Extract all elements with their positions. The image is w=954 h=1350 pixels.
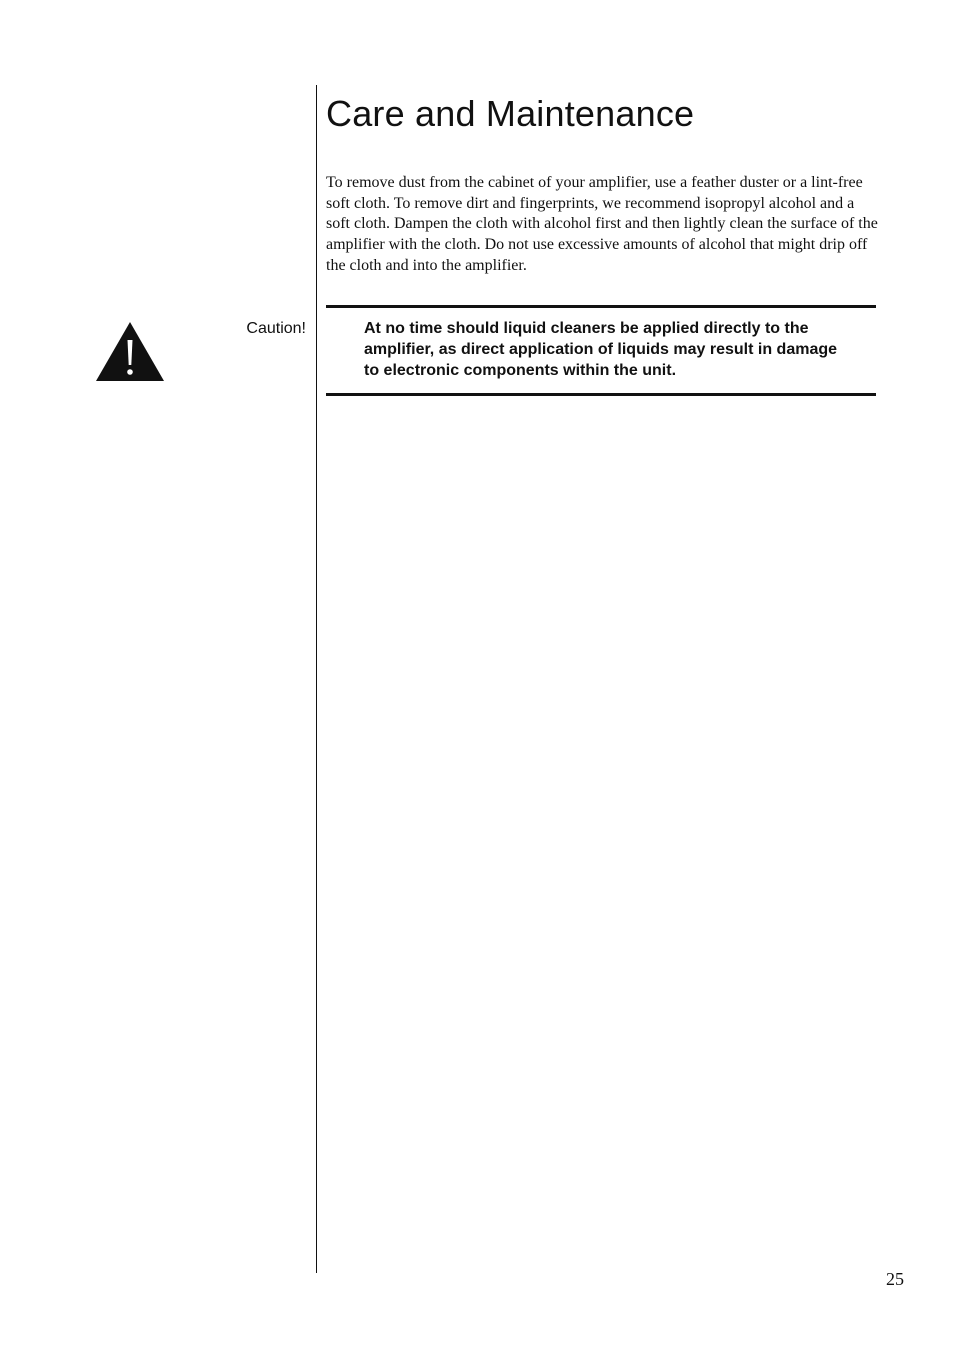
caution-top-rule	[326, 305, 876, 308]
page-title: Care and Maintenance	[326, 93, 695, 134]
caution-label: Caution!	[246, 320, 306, 337]
warning-triangle-icon	[95, 321, 165, 382]
caution-bottom-rule	[326, 393, 876, 396]
caution-text: At no time should liquid cleaners be applied directly to the amplifier, as direct application of liquids may result in damage to electronic components within the unit.	[364, 320, 838, 379]
care-instructions-paragraph: To remove dust from the cabinet of your amplifier, use a feather duster or a lint-free soft cloth. To remove dirt and fingerprints, we recommend isopropyl alcohol and a soft cloth. Dampen the cloth with alcohol first and then lightly clean the surface of the amplifier with the cloth. Do not use excessive amounts of alcohol that might drip off the cloth and into the amplifier.	[326, 174, 878, 274]
margin-divider-line	[316, 85, 317, 1273]
page-number: 25	[886, 1269, 904, 1289]
